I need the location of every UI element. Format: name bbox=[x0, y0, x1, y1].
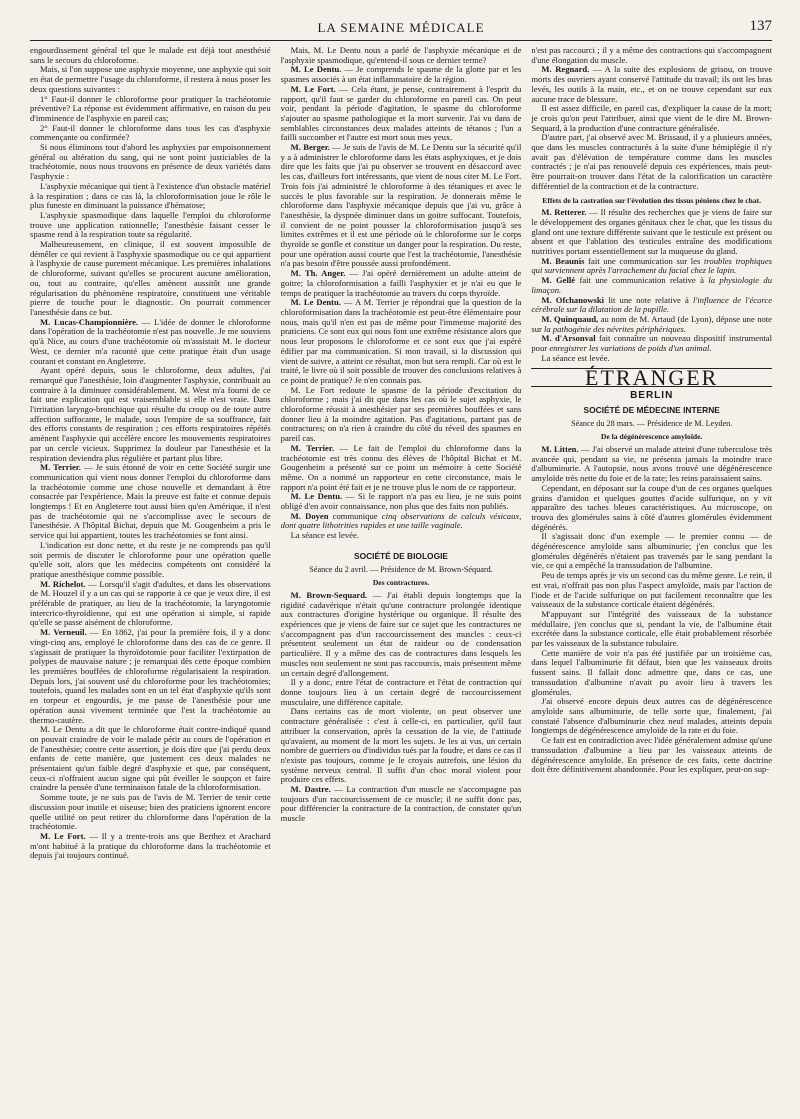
speaker-name: M. Le Dentu. bbox=[290, 297, 341, 308]
speaker-name: M. Le Dentu. bbox=[290, 64, 342, 75]
paragraph bbox=[30, 124, 271, 143]
italic-title: l'influence de l'écorce cérébrale sur la dilatation de la pupille. bbox=[531, 294, 773, 315]
paragraph bbox=[281, 512, 522, 531]
paragraph-text: — J'ai opéré dernièrement un adulte atteint de goitre; la chloroformisation a failli l'asphyxier et je n'ai eu que le temps de pratiquer la trachéotomie au travers du corps thyroïde. bbox=[280, 268, 522, 298]
speaker-name: M. Terrier. bbox=[40, 462, 81, 473]
paragraph bbox=[531, 532, 772, 571]
paragraph-text: n'est pas raccourci ; il y a même des contractions qui s'accompagnent d'une élongation du muscle. bbox=[531, 46, 773, 65]
paragraph-text: Il est assez difficile, en pareil cas, d'expliquer la cause de la mort; je crois qu'on peut l'attribuer, ainsi que vient de le dire M. Brown-Sequard, à la production d'une contracture généralisée. bbox=[531, 103, 773, 133]
speaker-name: M. Terrier. bbox=[290, 442, 335, 453]
paragraph bbox=[531, 46, 772, 65]
speaker-name: M. Quinquaud, bbox=[541, 313, 599, 324]
text-columns bbox=[30, 46, 772, 1114]
paragraph-text: D'autre part, j'ai observé avec M. Brissaud, il y a plusieurs années, que dans les muscles contracturés à la suite d'une hémiplégie il n'y avait pas d'élévation de température comme dans les muscles contractés ; je n'ai pas renouvelé depuis ces expériences, mais peut-être pourrait-on trouver dans l'état de la calorification un caractère différentiel de la contraction et de la contracture. bbox=[531, 132, 773, 191]
speaker-name: M. Gellé bbox=[541, 275, 576, 286]
paragraph-text: Somme toute, je ne suis pas de l'avis de M. Terrier de tenir cette discussion pour inutile et oiseuse; bien des praticiens ignorent encore quelle utilité on peut retirer du chloroforme dans l'opération de la trachéotomie. bbox=[30, 792, 271, 832]
paragraph bbox=[531, 65, 772, 104]
speaker-name: M. Regnard. bbox=[541, 64, 590, 75]
paragraph-text: au nom de M. Artaud (de Lyon), dépose une note sur bbox=[531, 313, 772, 334]
paragraph bbox=[531, 257, 772, 276]
speaker-name: M. Dastre. bbox=[290, 784, 331, 795]
paragraph bbox=[30, 318, 271, 367]
paragraph-text: Ce fait est en contradiction avec l'idée généralement admise qu'une transsudation d'albumine a lieu par les vaisseaux atteints de dégénérescence amyloïde. En présence de ces faits, cette doctrine doit être définitivement abandonnée. Pour les expliquer, peut-on sup- bbox=[531, 735, 773, 775]
paragraph bbox=[281, 707, 522, 785]
session-line: Séance du 28 mars. — Présidence de M. Leyden. bbox=[571, 418, 733, 428]
paragraph bbox=[531, 104, 772, 133]
paragraph bbox=[281, 85, 522, 143]
spacer bbox=[281, 541, 522, 547]
paragraph-text: Peu de temps après je vis un second cas du même genre. Le rein, il est vrai, n'offrait pas non plus l'aspect amyloïde, mais par l'action de l'iode et de l'acide sulfurique on put facilement reconnaître que les vaisseaux de la substance corticale étaient dégénérés. bbox=[531, 570, 773, 610]
paragraph bbox=[531, 133, 772, 191]
paragraph bbox=[281, 269, 522, 298]
paragraph-text: J'ai observé encore depuis deux autres cas de dégénérescence amyloïde sans albuminurie, de telle sorte que, finalement, j'ai constaté l'absence d'albuminurie chez neuf malades, atteints depuis longtemps de dégénérescence amyloïde de la rate et du foie. bbox=[531, 696, 773, 736]
speaker-name: M. Brown-Sequard. bbox=[290, 589, 368, 600]
paragraph-text: — Je suis étonné de voir en cette Société surgir une communication qui vient nous donner l'emploi du chloroforme dans la trachéotomie comme une chose nouvelle et demandant à être consacrée par l'expérience. Mais la preuve est faite et connue depuis longtemps ! Et en Angleterre tout aussi bien qu'en Amérique, il n'est pas de trachéotomie qui ne s'accomplisse avec le secours de l'anesthésie. A l'hôpital Bichat, depuis que M. Gougenheim a pris le service qui lui appartient, toutes les trachéotomies se font ainsi. bbox=[30, 462, 271, 541]
paragraph bbox=[531, 697, 772, 736]
page-header bbox=[30, 12, 772, 38]
paragraph-text: M'appuyant sur l'intégrité des vaisseaux de la substance médullaire, j'en conclus que si, pendant la vie, de l'albumine était excrétée dans la substance corticale, elle était probablement résorbée par les vaisseaux de la substance tubulaire. bbox=[531, 608, 773, 649]
paragraph-text: fait connaître un nouveau dispositif instrumental pour bbox=[531, 333, 773, 354]
paragraph-text: — L'idée de donner le chloroforme dans l'opération de la trachéotomie n'est pas nouvelle. Je me souviens qu'à Nice, au cours d'une trachéotomie où m'assistait M. le docteur West, ce dernier m'a raconté que cette pratique était d'un usage courant et constant en Angleterre. bbox=[30, 316, 271, 366]
paragraph-text: — Si le rapport n'a pas eu lieu, je ne suis point obligé d'en avoir connaissance, non plus que des faits non publiés. bbox=[280, 491, 522, 512]
paragraph-text: — Je comprends le spasme de la glotte par et les spasmes associés à un état inflammatoire de la région. bbox=[280, 64, 522, 85]
paragraph bbox=[30, 580, 271, 629]
paragraph bbox=[531, 208, 772, 257]
paragraph bbox=[281, 46, 522, 65]
paragraph-text: La séance est levée. bbox=[290, 530, 359, 541]
paragraph bbox=[30, 240, 271, 318]
paragraph-text: Dans certains cas de mort violente, on peut observer une contracture généralisée : c'est à celle-ci, en particulier, qu'il faut attribuer la conservation, après la cessation de la vie, de l'attitude qu'avaient, au moment de la mort les sujets. Je les ai vus, un certain nombre de guerriers ou d'individus tués par la foudre, et dans ce cas il n'existe pas toujours, comme je le croyais autrefois, une lésion du système nerveux central. Il suffit d'un choc moral violent pour produire ces effets. bbox=[280, 706, 522, 785]
subsection-heading: De la dégénérescence amyloïde. bbox=[600, 432, 703, 442]
paragraph-text: M. Le Dentu a dit que le chloroforme était contre-indiqué quand on pouvait craindre de voir le malade périr au cours de l'opération et de l'anesthésie; contre cette assertion, je dois dire que j'ai perdu deux enfants de cette manière, que justement ces deux malades ne présentaient qu'un faible degré d'asphyxie et que, par conséquent, ceux-ci n'offraient aucun signe qui pût éveiller le soupçon et faire craindre la pensée d'une terminaison fatale de la chloroformisation. bbox=[30, 724, 271, 793]
paragraph-text: L'asphyxie spasmodique dans laquelle l'emploi du chloroforme trouve une application rationnelle; l'anesthésie faisant cesser le spasme rend à la respiration toute sa régularité. bbox=[30, 209, 271, 240]
speaker-name: M. d'Arsonval bbox=[541, 333, 596, 344]
paragraph-text: Cependant, en déposant sur la coupe d'un de ces organes quelques grains d'amidon et quelques gouttes d'acide sulfurique, on y vit apparaître des taches bleues caractéristiques. Au microscope, on trouva des glomérules sains à côté d'autres glomérules évidemment dégénérés. bbox=[531, 482, 773, 532]
paragraph-text: L'indication est donc nette, et du reste je ne comprends pas qu'il soit permis de discuter le chloroforme pour une opération quelle qu'elle soit, alors que les médecins compétents ont considéré la pratique anesthésique comme possible. bbox=[30, 539, 271, 579]
paragraph bbox=[30, 182, 271, 211]
paragraph-text: 2° Faut-il donner le chloroforme dans tous les cas d'asphyxie commençante ou confirmée? bbox=[30, 122, 271, 143]
paragraph bbox=[30, 463, 271, 541]
speaker-name: M. Th. Anger. bbox=[290, 268, 346, 279]
page-number: 137 bbox=[749, 18, 772, 34]
paragraph-text: — A la suite des explosions de grisou, on trouve morts des ouvriers ayant conservé l'attitude du travail; ils ont les bras levés, les outils à la main, etc., et on ne trouve cependant sur eux aucune trace de blessure. bbox=[531, 64, 773, 104]
paragraph-text: Il s'agissait donc d'un exemple — le premier connu — de dégénérescence amyloïde sans albuminurie; j'en conclus que les glomérules dégénérés n'étaient pas traversés par le sang pendant la vie, ce qui a empêché la transsudation de l'albumine. bbox=[531, 531, 773, 571]
paragraph-text: La séance est levée. bbox=[541, 352, 610, 363]
speaker-name: M. Retterer. bbox=[541, 207, 587, 218]
paragraph bbox=[30, 541, 271, 580]
session-line: Séance du 2 avril. — Présidence de M. Brown-Séquard. bbox=[309, 564, 493, 574]
paragraph bbox=[281, 591, 522, 678]
paragraph bbox=[531, 571, 772, 610]
paragraph bbox=[531, 445, 772, 484]
column-left bbox=[30, 46, 271, 1114]
paragraph bbox=[30, 366, 271, 463]
column-middle bbox=[281, 46, 522, 1114]
subsection-heading: Des contractures. bbox=[372, 578, 430, 588]
paragraph bbox=[281, 492, 522, 511]
paragraph bbox=[531, 334, 772, 353]
paragraph bbox=[281, 444, 522, 493]
journal-title: LA SEMAINE MÉDICALE bbox=[317, 20, 485, 35]
speaker-name: M. Doyen bbox=[290, 510, 329, 521]
paragraph bbox=[531, 354, 772, 364]
italic-title: troubles trophiques qui surviennent après l'arrachement du facial chez le lapin. bbox=[531, 255, 773, 276]
paragraph bbox=[281, 678, 522, 707]
paragraph bbox=[30, 65, 271, 94]
paragraph-text: communique bbox=[328, 510, 382, 521]
paragraph-text: M. Le Fort redoute le spasme de la période d'excitation du chloroforme ; mais j'ai dit que dans les cas où le sujet asphyxie, le chloroforme réussit à anesthésier par ses premières bouffées et sans donner lieu à la moindre agitation. Pas d'agitations, partant pas de contractures; on n'a rien à craindre du côté du réveil des spasmes en pareil cas. bbox=[280, 384, 522, 444]
paragraph bbox=[531, 649, 772, 698]
city-heading: BERLIN bbox=[630, 390, 674, 402]
paragraph bbox=[281, 531, 522, 541]
paragraph-text: L'asphyxie mécanique qui tient à l'existence d'un obstacle matériel à la respiration ; dans ce cas là, la chloroformisation joue le rôle le plus funeste en diminuant la puissance d'hématose; bbox=[30, 180, 271, 211]
speaker-name: M. Ofchanowski bbox=[541, 294, 605, 305]
paragraph-text: 1° Faut-il donner le chloroforme pour pratiquer la trachéotomie préventive? La réponse est évidemment affirmative, en raison du peu d'imminence de l'asphyxie en pareil cas; bbox=[30, 93, 271, 123]
paragraph bbox=[30, 46, 271, 65]
section-heading: SOCIÉTÉ DE MÉDECINE INTERNE bbox=[583, 404, 720, 415]
paragraph bbox=[30, 725, 271, 793]
speaker-name: M. Verneuil. bbox=[40, 627, 87, 638]
paragraph-text: Ayant opéré depuis, sous le chloroforme, deux adultes, j'ai remarqué que l'anesthésie, loin d'augmenter l'asphyxie, contribuait au contraire à la diminuer considérablement. M. West m'a fourni de ce fait une explication qui est vraisemblable si elle n'est vraie. Dans l'irritation laryngo-bronchique qui résulte du croup ou de toute autre affection suffocante, le malade, sous l'empire de sa souffrance, fait des efforts constants de respiration ; ces efforts respiratoires répétés amènent l'asphyxie qui accélère encore les mouvements respiratoires par un cercle vicieux. Supprimez la douleur par l'anesthésie et la respiration deviendra plus régulière et partant plus libre. bbox=[30, 365, 271, 463]
paragraph bbox=[30, 143, 271, 182]
paragraph bbox=[30, 793, 271, 832]
paragraph-text: — J'ai observé un malade atteint d'une tuberculose très avancée qui, pendant sa vie, ne présenta jamais la moindre trace d'albuminurie. A l'autopsie, nous avons trouvé une dégénérescence amyloïde très nette du foie et de la rate; les reins paraissaient sains. bbox=[531, 444, 773, 484]
speaker-name: M. Richelot. bbox=[40, 578, 86, 589]
paragraph bbox=[531, 736, 772, 775]
paragraph-text: — Lorsqu'il s'agit d'adultes, et dans les observations de M. Houzel il y a un cas qui se rapporte à ce que je veux dire, il est préférable de pratiquer, au lieu de la trachéotomie, la laryngotomie intercrico-thyroïdienne, qui est une opération si simple, si rapide qu'elle se passe aisément de chloroforme. bbox=[30, 578, 271, 628]
speaker-name: M. Le Dentu. bbox=[290, 491, 343, 502]
paragraph-text: Mais, si l'on suppose une asphyxie moyenne, une asphyxie qui soit en état de permettre l'usage du chloroforme, il restera à nous poser les deux questions suivantes : bbox=[30, 64, 271, 94]
speaker-name: M. Litten. bbox=[541, 444, 579, 455]
paragraph-text: Cette manière de voir n'a pas été justifiée par un troisième cas, dans lequel l'albuminurie fit défaut, bien que les vaisseaux droits fussent sains. Il fallait donc admettre que, dans ce cas, une transsudation d'albumine n'avait pu avoir lieu à travers les glomérules. bbox=[531, 647, 773, 697]
paragraph-text: Si nous éliminons tout d'abord les asphyxies par empoisonnement général ou altération du sang, qui ne sont point justiciables de la trachéotomie, nous nous trouvons en présence de deux variétés dans l'asphyxie : bbox=[30, 142, 271, 182]
italic-title: cinq observations de calculs vésicaux, dont quatre lithotrities rapides et une taille vaginale. bbox=[280, 510, 522, 531]
speaker-name: M. Le Fort. bbox=[40, 830, 86, 841]
italic-title: enregistrer les variations de poids d'un animal. bbox=[549, 343, 712, 354]
paragraph-text: — A M. Terrier je répondrai que la question de la chloroformisation dans la trachéotomie est peut-être élémentaire pour nous, mais qu'il n'en est pas de même pour l'immense majorité des praticiens. Ce sont eux qui nous font une extrême résistance alors que nous leur proposons le chloroforme et ce sont eux que j'ai espéré édifier par ma communication. Si mon travail, si la discussion qui vient de suivre, a atteint ce résultat, mon but sera rempli. Car où est le traité, le livre où il soit possible de trouver des conclusions relatives à ce point de pratique? Je n'en connais pas. bbox=[280, 297, 522, 385]
paragraph-text: — Je suis de l'avis de M. Le Dentu sur la sécurité qu'il y a à administrer le chloroforme dans les états asphyxiques, et je dois dire que les faits que j'ai pu observer se trouvent en désaccord avec les cas, d'ailleurs fort intéressants, que vient de nous citer M. Le Fort. Trois fois j'ai administré le chloroforme à des tétaniques et avec le succès le plus favorable sur la respiration. Je donnerais même le chloroforme dans l'asphyxie mécanique depuis que j'ai vu, grâce à l'anesthésie, la dyspnée diminuer dans un goitre suffocant. Toutefois, il convient de ne point pousser la chloroformisation jusqu'à ses limites extrêmes et il est une période où le chloroforme sur le corps thyroïde se gonfle et constitue un danger pour la respiration. Du reste, pour une opération aussi courte que l'est la trachéotomie, l'anesthésie n'a pas besoin d'être poussée aussi profondément. bbox=[280, 142, 522, 269]
paragraph bbox=[281, 386, 522, 444]
paragraph bbox=[30, 628, 271, 725]
subsection-heading: Effets de la castration sur l'évolution des tissus péniens chez le chat. bbox=[542, 195, 762, 205]
paragraph bbox=[531, 315, 772, 334]
paragraph bbox=[30, 211, 271, 240]
paragraph bbox=[281, 143, 522, 269]
paragraph-text: — J'ai établi depuis longtemps que la rigidité cadavérique n'était qu'une contracture prolongée identique aux contractures d'origine hystérique ou organique. Il résulte des expériences que je viens de faire sur ce sujet que les contractures ne s'accompagnent pas d'un raccourcissement des muscles : ceux-ci présentent seulement un état de raideur ou de condensation particulière. Il y a même des cas de contractures dans lesquels les muscles non seulement ne sont pas raccourcis, mais présentent même un certain degré d'allongement. bbox=[280, 589, 522, 678]
paragraph-text: lit une note relative à bbox=[604, 294, 694, 305]
paragraph bbox=[30, 95, 271, 124]
italic-title: la physiologie du limaçon. bbox=[531, 275, 773, 295]
paragraph bbox=[281, 785, 522, 824]
speaker-name: M. Lucas-Championnière. bbox=[40, 316, 139, 327]
speaker-name: M. Berger. bbox=[290, 142, 330, 153]
column-right bbox=[531, 46, 772, 1114]
paragraph-text: Il y a donc, entre l'état de contracture et l'état de contraction qui donne toujours lieu à un certain degré de raccourcissement musculaire, une différence capitale. bbox=[280, 677, 522, 707]
paragraph bbox=[531, 296, 772, 315]
paragraph-text: Malheureusement, en clinique, il est souvent impossible de démêler ce qui revient à l'asphyxie spasmodique ou ce qui appartient à l'asphyxie de cause purement mécanique. Les premières inhalations de chloroforme, suivant qu'elles se procurent aucune amélioration, ou, tout au contraire, qu'elles amènent aussitôt une grande régularisation du phénomène respiratoire, constituent une véritable pierre de touche pour le diagnostic. On pourrait commencer l'anesthésie dans ce but. bbox=[30, 239, 271, 317]
paragraph-text: engourdissement général tel que le malade est déjà tout anesthésié sans le secours du chloroforme. bbox=[30, 46, 271, 65]
paragraph bbox=[281, 65, 522, 84]
paragraph-text: — Le fait de l'emploi du chloroforme dans la trachéotomie est très connu des élèves de l'hôpital Bichat et M. Gougenheim a présenté sur ce point un mémoire à cette Société même. On a nommé un rapporteur en cette circonstance, mais le rapport n'a point été fait et je ne trouve plus le nom de ce rapporteur. bbox=[280, 442, 522, 492]
header-rule bbox=[30, 40, 772, 41]
paragraph-text: — Il y a trente-trois ans que Berthez et Arachard m'ont habitué à la pratique du chloroforme dans la trachéotomie et depuis j'ai toujours continué. bbox=[30, 830, 271, 861]
paragraph bbox=[281, 298, 522, 385]
paragraph-text: fait une communication relative à bbox=[575, 275, 709, 286]
paragraph bbox=[531, 484, 772, 533]
paragraph bbox=[531, 610, 772, 649]
paragraph-text: — La contraction d'un muscle ne s'accompagne pas toujours d'un raccourcissement de ce muscle; il ne suffit donc pas, pour différencier la contracture de la contraction, de constater qu'un muscle bbox=[280, 784, 522, 824]
paragraph-text: — Cela étant, je pense, contrairement à l'esprit du rapport, qu'il faut se garder du chloroforme en pareil cas. On peut voir, pendant la période d'agitation, le spasme du chloroforme s'ajouter au spasme pathologique et la mort survenir. J'ai vu dans de semblables circonstances deux malades atteints de tétanos ; l'un a failli succomber et l'autre est mort sous mes yeux. bbox=[280, 83, 522, 143]
section-title-etranger: ÉTRANGER bbox=[531, 368, 772, 388]
paragraph-text: — En 1862, j'ai pour la première fois, il y a donc vingt-cinq ans, employé le chloroforme dans des cas de ce genre. Il s'agissait de pratiquer la thyroïdotomie pour faciliter l'extirpation de polypes de mauvaise nature ; je remarquai dès cette époque combien les premières bouffées de chloroforme régularisaient la respiration. Depuis lors, j'ai souvent usé du chloroforme pour les trachéotomies; toutefois, quand les malades sont en un tel état d'asphyxie qu'ils sont en torpeur et engourdis, je me passe de l'anesthésie pour une opération aussi vivement terminée que l'est la trachéotomie au thermo-cautère. bbox=[30, 627, 271, 725]
paragraph-text: — Il résulte des recherches que je viens de faire sur le développement des organes génitaux chez le chat, que les tissus du gland ont une texture différente suivant que le testicule est présent ou absent et que l'ablation des testicules entraîne des modifications nutritives portant essentiellement sur la muqueuse du gland. bbox=[531, 207, 773, 257]
speaker-name: M. Le Fort. bbox=[290, 83, 336, 94]
section-heading: SOCIÉTÉ DE BIOLOGIE bbox=[354, 550, 448, 561]
speaker-name: M. Beaunis bbox=[541, 255, 585, 266]
paragraph-text: fait une communication sur les bbox=[584, 255, 705, 266]
paragraph bbox=[531, 276, 772, 295]
italic-title: la pathogénie des névrites périphériques. bbox=[544, 323, 687, 334]
paragraph bbox=[30, 832, 271, 861]
paragraph-text: Mais, M. Le Dentu nous a parlé de l'asphyxie mécanique et de l'asphyxie spasmodique, qu'entend-il sous ce dernier terme? bbox=[280, 46, 522, 65]
